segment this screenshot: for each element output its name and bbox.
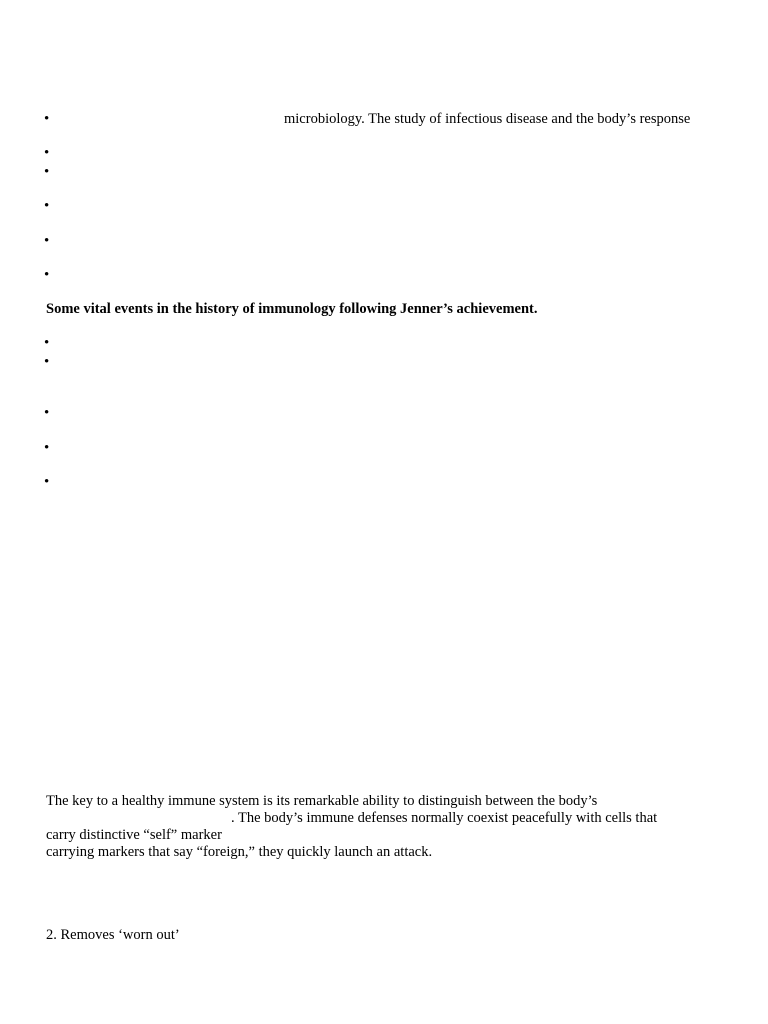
paragraph-line: . The body’s immune defenses normally coexist peacefully with cells that	[231, 810, 658, 826]
list-bullet: •	[44, 335, 50, 351]
numbered-list-item: 2. Removes ‘worn out’	[46, 927, 180, 943]
section-heading: Some vital events in the history of immunology following Jenner’s achievement.	[46, 301, 538, 317]
paragraph-line: carrying markers that say “foreign,” they quickly launch an attack.	[46, 844, 433, 860]
list-bullet: •	[44, 267, 50, 283]
list-bullet: •	[44, 354, 50, 370]
list-item-text: microbiology. The study of infectious disease and the body’s response	[284, 111, 691, 127]
list-bullet: •	[44, 198, 50, 214]
list-bullet: •	[44, 233, 50, 249]
list-bullet: •	[44, 145, 50, 161]
list-bullet: •	[44, 440, 50, 456]
list-bullet: •	[44, 164, 50, 180]
list-bullet: •	[44, 405, 50, 421]
list-bullet: •	[44, 474, 50, 490]
list-bullet: •	[44, 111, 50, 127]
paragraph-line: carry distinctive “self” marker	[46, 827, 222, 843]
paragraph-line: The key to a healthy immune system is its remarkable ability to distinguish between the body’s	[46, 793, 598, 809]
